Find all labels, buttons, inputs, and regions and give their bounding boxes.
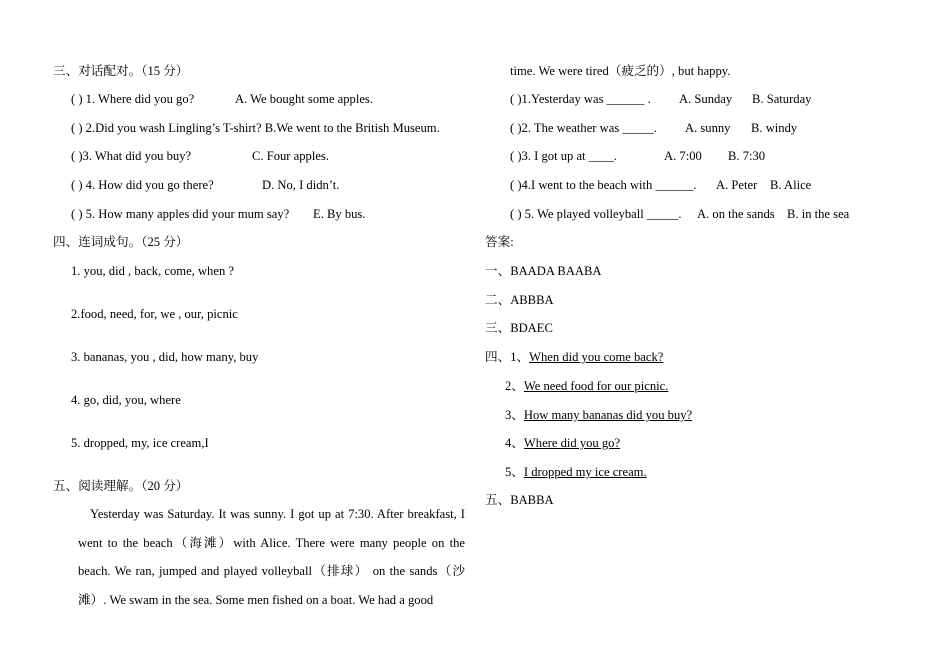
- answer-4-row-5: [505, 464, 647, 480]
- s4-item-3: 3. bananas, you , did, how many, buy: [71, 350, 259, 364]
- answer-4-4-num: 4、: [505, 436, 524, 450]
- section-3-title: 三、对话配对。（15 分）: [53, 64, 189, 78]
- r-q2: ( )2. The weather was _____.: [510, 121, 657, 135]
- section-4-title: 四、连词成句。（25 分）: [53, 235, 189, 249]
- s4-item-1: 1. you, did , back, come, when ?: [71, 264, 234, 278]
- r-q4-a: A. Peter: [716, 178, 758, 192]
- answer-4-2-num: 2、: [505, 379, 524, 393]
- answer-4-prefix: 四、1、: [485, 350, 530, 364]
- s3-q4: ( ) 4. How did you go there?: [71, 178, 214, 192]
- r-q1-b: B. Saturday: [752, 92, 812, 106]
- answer-4-2: We need food for our picnic.: [523, 379, 669, 393]
- answer-4-1: When did you come back?: [529, 350, 664, 364]
- s3-a3: C. Four apples.: [252, 149, 329, 163]
- s3-a1: A. We bought some apples.: [235, 92, 373, 106]
- answer-3: 三、BDAEC: [485, 321, 553, 335]
- answer-4-4: Where did you go?: [523, 436, 621, 450]
- answers-title: 答案:: [485, 235, 514, 249]
- section-5-title: 五、阅读理解。（20 分）: [53, 479, 189, 493]
- s3-q3: ( )3. What did you buy?: [71, 149, 192, 163]
- r-q4: ( )4.I went to the beach with ______.: [510, 178, 697, 192]
- r-q5: ( ) 5. We played volleyball _____.: [510, 207, 682, 221]
- answer-4-row-4: [505, 435, 620, 451]
- s3-a4: D. No, I didn’t.: [262, 178, 340, 192]
- answer-4-3-num: 3、: [505, 408, 524, 422]
- answer-1: 一、BAADA BAABA: [485, 264, 602, 278]
- answer-4-row-1: [485, 349, 663, 365]
- r-q5-b: B. in the sea: [787, 207, 850, 221]
- answer-4-3: How many bananas did you buy?: [523, 408, 693, 422]
- answer-5: 五、BABBA: [485, 493, 554, 507]
- answer-4-5-num: 5、: [505, 465, 524, 479]
- s4-item-4: 4. go, did, you, where: [71, 393, 181, 407]
- answer-4-5: I dropped my ice cream.: [523, 465, 647, 479]
- r-q2-b: B. windy: [751, 121, 798, 135]
- r-q5-a: A. on the sands: [697, 207, 775, 221]
- s3-q1: ( ) 1. Where did you go?: [71, 92, 195, 106]
- s4-item-5: 5. dropped, my, ice cream,I: [71, 436, 209, 450]
- answer-4-row-3: [505, 407, 692, 423]
- reading-passage: Yesterday was Saturday. It was sunny. I got up at 7:30. After breakfast, I went to the beach（海滩）with Alice. There were many people on the beach. We ran, jumped and played volleyball（排球） on the sands（沙滩）. We swam in the sea. Some men fished on a boat. We had a good: [78, 507, 465, 608]
- r-q3-b: B. 7:30: [728, 149, 766, 163]
- r-q1: ( )1.Yesterday was ______ .: [510, 92, 651, 106]
- s3-q2: ( ) 2.Did you wash Lingling’s T-shirt? B.We went to the British Museum.: [71, 121, 440, 135]
- r-q3-a: A. 7:00: [664, 149, 702, 163]
- s3-q5: ( ) 5. How many apples did your mum say?: [71, 207, 290, 221]
- r-q4-b: B. Alice: [770, 178, 812, 192]
- r-q1-a: A. Sunday: [679, 92, 733, 106]
- r-q3: ( )3. I got up at ____.: [510, 149, 618, 163]
- r-q2-a: A. sunny: [685, 121, 731, 135]
- s3-a5: E. By bus.: [313, 207, 366, 221]
- answer-4-row-2: [505, 378, 668, 394]
- s4-item-2: 2.food, need, for, we , our, picnic: [71, 307, 238, 321]
- passage-continuation: time. We were tired（疲乏的）, but happy.: [510, 64, 731, 78]
- answer-2: 二、ABBBA: [485, 293, 554, 307]
